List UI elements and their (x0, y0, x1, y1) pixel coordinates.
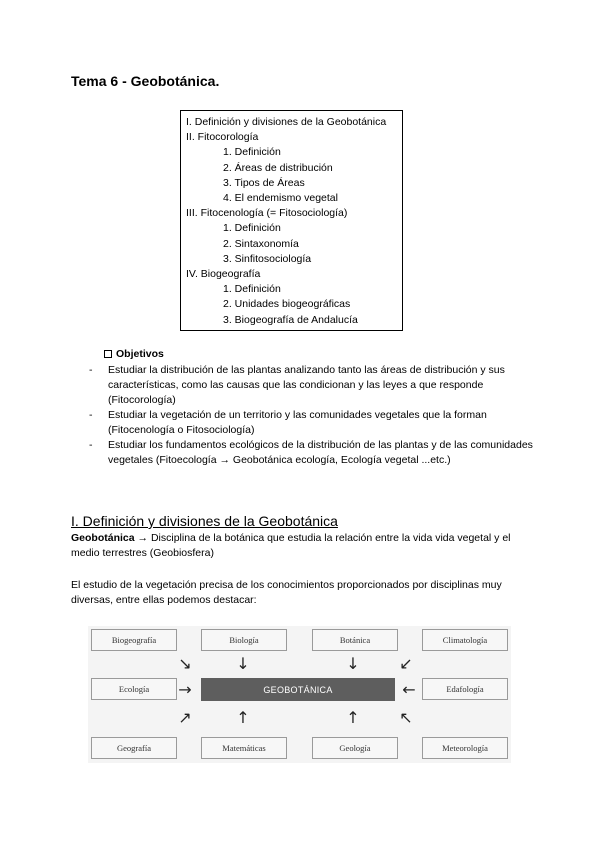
objectives-list (89, 363, 539, 468)
toc-entry: IV. Biogeografía (186, 268, 261, 281)
diagram-box-meteorologia: Meteorología (422, 737, 508, 759)
definition: Geobotánica → Disciplina de la botánica que estudia la relación entre la vida vida vegetal y el medio terrestres (Geobiosfera) (71, 532, 511, 559)
list-item: - Estudiar la distribución de las plantas analizando tanto las áreas de distribución y sus características, como las causas que las condicionan y las leyes a que responde (Fitocorología) (89, 364, 505, 406)
objectives-heading: Objetivos (104, 348, 164, 360)
toc-entry: III. Fitocenología (= Fitosociología) (186, 207, 348, 220)
diagram-box-geografia: Geografía (91, 737, 177, 759)
checkbox-bullet-icon (104, 350, 112, 358)
arrow-down-right-icon: ↘ (178, 654, 192, 673)
toc-entry: 1. Definición (223, 222, 281, 235)
arrow-up-icon: ↑ (346, 708, 360, 727)
toc-entry: 3. Sinfitosociología (223, 252, 312, 265)
arrow-up-left-icon: ↖ (399, 708, 413, 727)
page-title: Tema 6 - Geobotánica. (71, 73, 220, 89)
diagram-box-edafologia: Edafología (422, 678, 508, 700)
toc-entry: 1. Definición (223, 283, 281, 296)
disciplines-diagram (88, 626, 511, 763)
table-of-contents (180, 110, 403, 331)
list-item: - Estudiar los fundamentos ecológicos de la distribución de las plantas y de las comunidades vegetales (Fitoecología → Geobotánica ecología, Ecología vegetal ...etc.) (89, 439, 533, 466)
diagram-box-geologia: Geología (312, 737, 398, 759)
arrow-right-icon: → (178, 680, 192, 699)
arrow-down-icon: ↓ (236, 654, 250, 673)
list-item: - Estudiar la vegetación de un territorio y las comunidades vegetales que la forman (Fitocenología o Fitosociología) (89, 409, 487, 436)
arrow-down-left-icon: ↙ (399, 654, 413, 673)
diagram-box-matematicas: Matemáticas (201, 737, 287, 759)
diagram-box-ecologia: Ecología (91, 678, 177, 700)
toc-entry: 3. Biogeografía de Andalucía (223, 313, 358, 326)
toc-entry: 2. Sintaxonomía (223, 237, 299, 250)
toc-entry: 3. Tipos de Áreas (223, 176, 305, 189)
toc-entry: 2. Unidades biogeográficas (223, 298, 351, 311)
diagram-box-biogeografia: Biogeografía (91, 629, 177, 651)
definition-term: Geobotánica (71, 532, 135, 544)
diagram-box-climatologia: Climatología (422, 629, 508, 651)
arrow-up-icon: ↑ (236, 708, 250, 727)
arrow-left-icon: ← (402, 680, 416, 699)
paragraph: El estudio de la vegetación precisa de los conocimientos proporcionados por disciplinas muy diversas, entre ellas podemos destacar: (71, 579, 502, 606)
arrow-down-icon: ↓ (346, 654, 360, 673)
toc-entry: II. Fitocorología (186, 131, 259, 144)
toc-entry: 2. Áreas de distribución (223, 161, 333, 174)
diagram-box-botanica: Botánica (312, 629, 398, 651)
diagram-box-biologia: Biología (201, 629, 287, 651)
toc-entry: I. Definición y divisiones de la Geobotánica (186, 116, 387, 128)
arrow-up-right-icon: ↗ (178, 708, 192, 727)
diagram-center-geobotanica: GEOBOTÁNICA (201, 678, 395, 701)
section-heading: I. Definición y divisiones de la Geobotánica (71, 513, 338, 529)
toc-entry: 4. El endemismo vegetal (223, 192, 338, 205)
toc-entry: 1. Definición (223, 146, 281, 159)
